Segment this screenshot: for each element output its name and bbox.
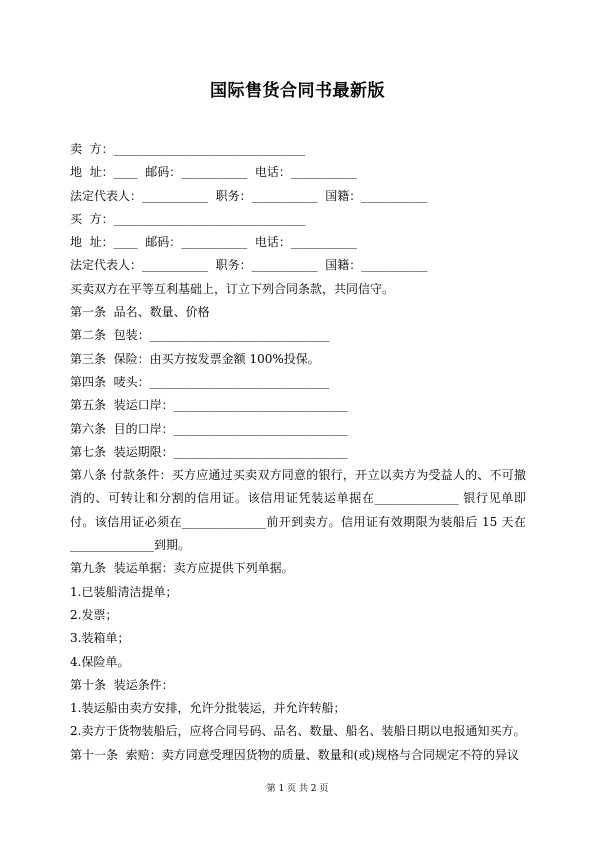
clause-1: 第一条 品名、数量、价格 — [70, 305, 210, 320]
clause-8-payment: 第八条 付款条件：买方应通过买卖双方同意的银行，开立以卖方为受益人的、不可撤消的、可转让和分割的信用证。该信用证凭装运单据在______________ 银行见单即付。该信用证必须在______________前开到卖方。信用证有效期限为装船后 15 天在______________到期。 — [70, 468, 526, 553]
document-item-4: 4.保险单。 — [70, 654, 130, 669]
preamble-line: 买卖双方在平等互利基础上，订立下列合同条款，共同信守。 — [70, 281, 395, 296]
buyer-address-line: 地 址：____ 邮码：___________ 电话：___________ — [70, 235, 357, 250]
clause-4: 第四条 唛头：______________________________ — [70, 374, 330, 389]
page-footer: 第 1 页 共 2 页 — [266, 784, 329, 794]
document-item-3: 3.装箱单； — [70, 631, 130, 646]
document-item-2: 2.发票； — [70, 607, 118, 622]
buyer-line: 买 方：________________________________ — [70, 211, 306, 226]
seller-representative-line: 法定代表人：___________ 职务：___________ 国籍：___________ — [70, 188, 428, 203]
seller-address-line: 地 址：____ 邮码：___________ 电话：___________ — [70, 165, 357, 180]
document-item-1: 1.已装船清洁提单； — [70, 584, 178, 599]
clause-3: 第三条 保险：由买方按发票金额 100%投保。 — [70, 351, 320, 366]
clause-7: 第七条 装运期限：_____________________________ — [70, 444, 348, 459]
shipment-item-1: 1.装运船由卖方安排，允许分批装运，并允许转船； — [70, 701, 346, 716]
clause-9: 第九条 装运单据：卖方应提供下列单据。 — [70, 561, 294, 576]
clause-10: 第十条 装运条件： — [70, 677, 174, 692]
contract-body — [70, 138, 526, 767]
clause-6: 第六条 目的口岸：_____________________________ — [70, 421, 348, 436]
shipment-item-2: 2.卖方于货物装船后，应将合同号码、品名、数量、船名、装船日期以电报通知买方。 — [70, 724, 526, 739]
seller-line: 卖 方：________________________________ — [70, 142, 306, 156]
buyer-representative-line: 法定代表人：___________ 职务：___________ 国籍：___________ — [70, 258, 428, 273]
clause-2: 第二条 包装：______________________________ — [70, 328, 330, 343]
clause-5: 第五条 装运口岸：_____________________________ — [70, 398, 348, 413]
document-title: 国际售货合同书最新版 — [210, 81, 385, 101]
clause-11: 第十一条 索赔：卖方同意受理因货物的质量、数量和(或)规格与合同规定不符的异议 — [70, 747, 519, 762]
